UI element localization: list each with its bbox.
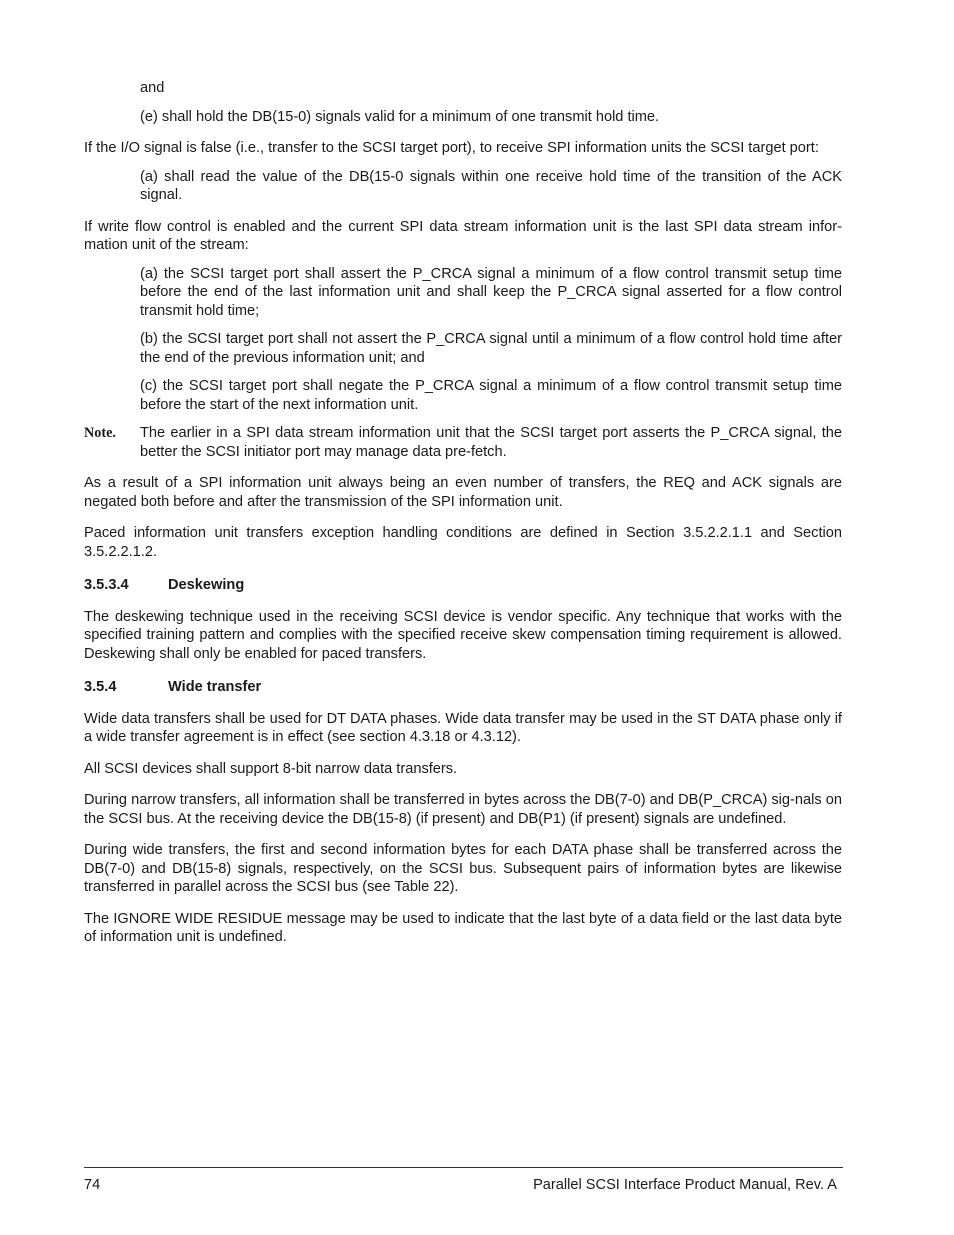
paragraph-wide-1: Wide data transfers shall be used for DT DATA phases. Wide data transfer may be used in the ST DATA phase only if a wide transfer agreement is in effect (see section 4.3.18 or 4.3.12). [84, 710, 842, 745]
note-block [84, 424, 842, 461]
list-item-a-read: (a) shall read the value of the DB(15-0 signals within one receive hold time of the transition of the ACK signal. [140, 168, 842, 203]
paragraph-io-false: If the I/O signal is false (i.e., transfer to the SCSI target port), to receive SPI information units the SCSI target port: [84, 140, 819, 156]
section-title: Deskewing [168, 577, 245, 593]
footer-doc-title: Parallel SCSI Interface Product Manual, Rev. A [533, 1177, 837, 1193]
paragraph-paced: Paced information unit transfers exception handling conditions are defined in Section 3.5.2.2.1.1 and Section 3.5.2.2.1.2. [84, 525, 842, 560]
section-number: 3.5.3.4 [84, 577, 129, 593]
note-text: The earlier in a SPI data stream information unit that the SCSI target port asserts the P_CRCA signal, the better the SCSI initiator port may manage data pre-fetch. [140, 425, 842, 460]
paragraph-wide-2: All SCSI devices shall support 8-bit narrow data transfers. [84, 760, 458, 777]
list-item-e: (e) shall hold the DB(15-0) signals valid for a minimum of one transmit hold time. [140, 108, 660, 125]
list-item-flow-c: (c) the SCSI target port shall negate the P_CRCA signal a minimum of a flow control transmit setup time before the start of the next information unit. [140, 378, 842, 413]
paragraph-result: As a result of a SPI information unit always being an even number of transfers, the REQ and ACK signals are negated both before and after the transmission of the SPI information unit. [84, 475, 842, 510]
section-number: 3.5.4 [84, 679, 117, 695]
paragraph-deskew: The deskewing technique used in the receiving SCSI device is vendor specific. Any technique that works with the specified training pattern and complies with the specified receive skew compensation timing requirement is allowed. Deskewing shall only be enabled for paced transfers. [84, 608, 842, 662]
note-label: Note. [84, 425, 116, 441]
paragraph-wide-4: During wide transfers, the first and second information bytes for each DATA phase shall be transferred across the DB(7-0) and DB(15-8) signals, respectively, on the SCSI bus. Subsequent pairs of information bytes are likewise transferred in parallel across the SCSI bus (see Table 22). [84, 842, 842, 895]
list-item-flow-b: (b) the SCSI target port shall not assert the P_CRCA signal until a minimum of a flow control hold time after the end of the previous information unit; and [140, 331, 842, 366]
list-item-flow-a: (a) the SCSI target port shall assert the P_CRCA signal a minimum of a flow control transmit setup time before the end of the last information unit and shall keep the P_CRCA signal asserted for a flow control transmit hold time; [140, 265, 842, 319]
paragraph-wide-5: The IGNORE WIDE RESIDUE message may be used to indicate that the last byte of a data field or the last data byte of information unit is undefined. [84, 910, 842, 945]
section-heading-deskewing [84, 576, 842, 595]
paragraph-write-flow: If write flow control is enabled and the current SPI data stream information unit is the last SPI data stream infor-mation unit of the stream: [84, 218, 842, 253]
section-heading-wide-transfer [84, 678, 842, 697]
paragraph-and: and [140, 80, 165, 96]
paragraph-wide-3: During narrow transfers, all information shall be transferred in bytes across the DB(7-0) and DB(P_CRCA) sig-nals on the SCSI bus. At the receiving device the DB(15-8) (if present) and DB(P1) (if present) signals are undefined. [84, 792, 842, 827]
page-body [84, 79, 842, 947]
footer-divider [84, 1167, 843, 1168]
section-title: Wide transfer [168, 679, 262, 695]
page-number: 74 [84, 1177, 101, 1193]
